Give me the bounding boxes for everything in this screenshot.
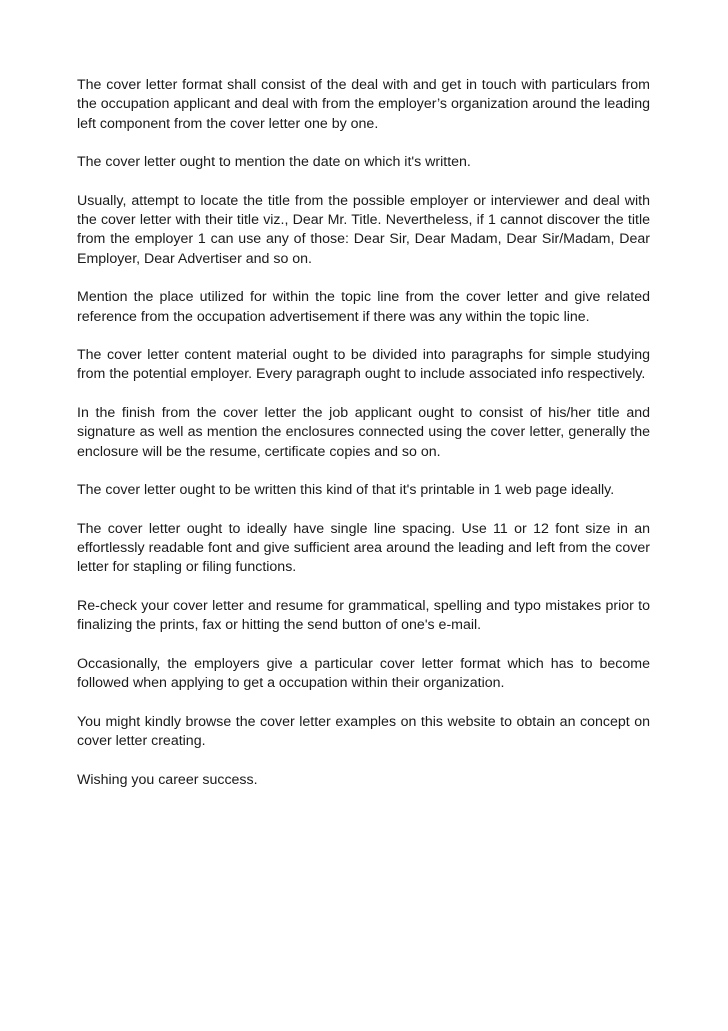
- paragraph-2: The cover letter ought to mention the date on which it's written.: [77, 154, 471, 171]
- paragraph-7: The cover letter ought to be written this kind of that it's printable in 1 web page ideally.: [77, 482, 615, 499]
- paragraph-12: Wishing you career success.: [77, 771, 258, 788]
- paragraph-5: The cover letter content material ought to be divided into paragraphs for simple studying from the potential employer. Every paragraph ought to include associated info respectively.: [77, 347, 650, 383]
- paragraph-8: The cover letter ought to ideally have single line spacing. Use 11 or 12 font size in an effortlessly readable font and give sufficient area around the leading and left from the cover letter for stapling or filing functions.: [77, 520, 650, 576]
- paragraph-9: Re-check your cover letter and resume for grammatical, spelling and typo mistakes prior to finalizing the prints, fax or hitting the send button of one's e-mail.: [77, 598, 650, 634]
- paragraph-4: Mention the place utilized for within the topic line from the cover letter and give related reference from the occupation advertisement if there was any within the topic line.: [77, 289, 650, 325]
- paragraph-11: You might kindly browse the cover letter examples on this website to obtain an concept on cover letter creating.: [77, 713, 650, 750]
- paragraph-6: In the finish from the cover letter the job applicant ought to consist of his/her title and signature as well as mention the enclosures connected using the cover letter, generally the enclosure will be the resume, certificate copies and so on.: [77, 405, 650, 460]
- paragraph-3: Usually, attempt to locate the title from the possible employer or interviewer and deal with the cover letter with their title viz., Dear Mr. Title. Nevertheless, if 1 cannot discover the title from the employer 1 can use any of those: Dear Sir, Dear Madam, Dear Sir/Madam, Dear Employer, Dear Advertiser and so on.: [77, 192, 650, 267]
- document-body: [77, 76, 650, 790]
- paragraph-10: Occasionally, the employers give a particular cover letter format which has to become followed when applying to get a occupation within their organization.: [77, 655, 650, 692]
- paragraph-1: The cover letter format shall consist of the deal with and get in touch with particulars from the occupation applicant and deal with from the employer’s organization around the leading left component from the cover letter one by one.: [77, 77, 650, 132]
